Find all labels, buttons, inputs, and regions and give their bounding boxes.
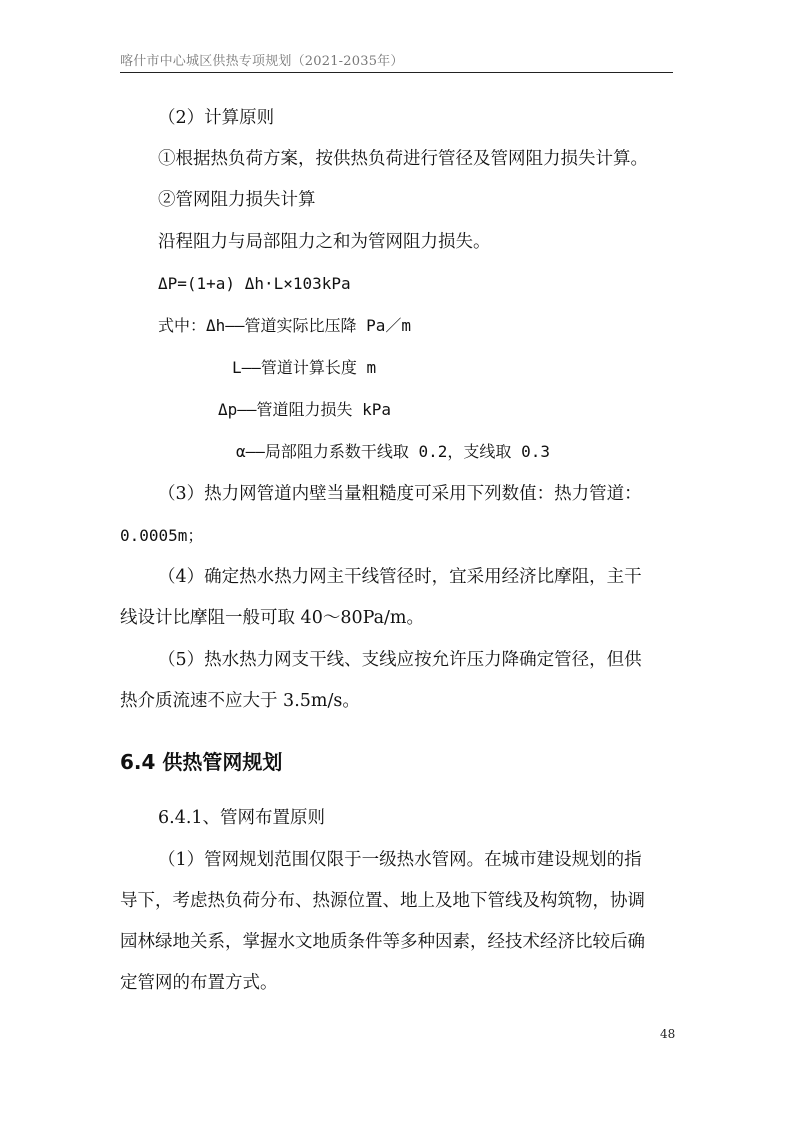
formula-legend-line: L——管道计算长度 m — [232, 358, 377, 377]
text-line: 热介质流速不应大于 3.5m/s。 — [120, 691, 360, 711]
formula-line: ΔP=(1+a) Δh·L×103kPa — [158, 274, 351, 293]
page-number: 48 — [660, 1027, 676, 1041]
subsection-title: 6.4.1、管网布置原则 — [158, 808, 326, 828]
formula-legend-line: Δp——管道阻力损失 kPa — [218, 400, 392, 419]
header-title: 喀什市中心城区供热专项规划（2021-2035年） — [120, 54, 404, 69]
text-line: 线设计比摩阻一般可取 40～80Pa/m。 — [120, 608, 425, 628]
text-line: ②管网阻力损失计算 — [158, 190, 316, 210]
text-line: （5）热水热力网支干线、支线应按允许压力降确定管径，但供 — [158, 650, 642, 670]
text-line: （2）计算原则 — [158, 108, 275, 128]
formula-legend-line: 式中：Δh——管道实际比压降 Pa／m — [158, 316, 412, 335]
section-heading: 6.4 供热管网规划 — [120, 750, 283, 774]
text-line: 0.0005m； — [120, 526, 204, 545]
text-line: ①根据热负荷方案，按供热负荷进行管径及管网阻力损失计算。 — [158, 149, 648, 169]
text-line: （1）管网规划范围仅限于一级热水管网。在城市建设规划的指 — [158, 850, 642, 870]
formula-legend-line: α——局部阻力系数干线取 0.2，支线取 0.3 — [236, 442, 550, 461]
text-line: （3）热力网管道内壁当量粗糙度可采用下列数值：热力管道： — [158, 484, 642, 504]
text-line: 导下，考虑热负荷分布、热源位置、地上及地下管线及构筑物，协调 — [120, 891, 645, 911]
header-divider — [120, 72, 673, 73]
text-line: 园林绿地关系，掌握水文地质条件等多种因素，经技术经济比较后确 — [120, 932, 645, 952]
text-line: （4）确定热水热力网主干线管径时，宜采用经济比摩阻，主干 — [158, 567, 642, 587]
text-line: 定管网的布置方式。 — [120, 973, 278, 993]
text-line: 沿程阻力与局部阻力之和为管网阻力损失。 — [158, 232, 491, 252]
